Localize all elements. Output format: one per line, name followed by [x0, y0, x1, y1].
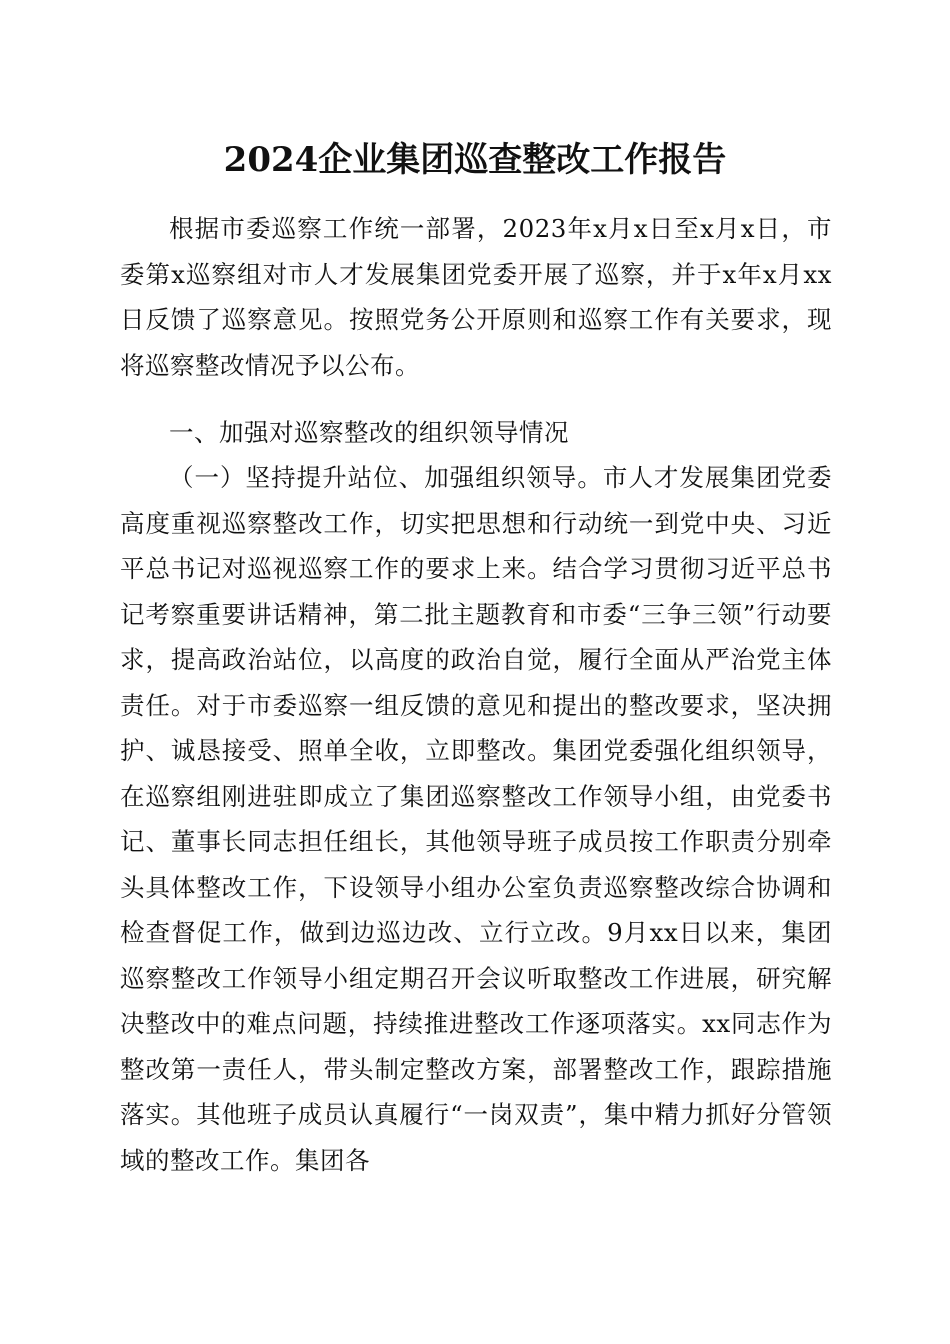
subsection-body: 市人才发展集团党委高度重视巡察整改工作，切实把思想和行动统一到党中央、习近平总书记对巡视巡察工作的要求上来。结合学习贯彻习近平总书记考察重要讲话精神，第二批主题教育和市委“三争三领”行动要求，提高政治站位，以高度的政治自觉，履行全面从严治党主体责任。对于市委巡察一组反馈的意见和提出的整改要求，坚决拥护、诚恳接受、照单全收，立即整改。集团党委强化组织领导，在巡察组刚进驻即成立了集团巡察整改工作领导小组，由党委书记、董事长同志担任组长，其他领导班子成员按工作职责分别牵头具体整改工作，下设领导小组办公室负责巡察整改综合协调和检查督促工作，做到边巡边改、立行立改。9月xx日以来，集团巡察整改工作领导小组定期召开会议听取整改工作进展，研究解决整改中的难点问题，持续推进整改工作逐项落实。xx同志作为整改第一责任人，带头制定整改方案，部署整改工作，跟踪措施落实。其他班子成员认真履行“一岗双责”，集中精力抓好分管领域的整改工作。集团各: [120, 463, 833, 1175]
document-title: 2024企业集团巡查整改工作报告: [223, 140, 727, 180]
subsection-paragraph: [120, 455, 832, 1183]
subsection-heading: （一）坚持提升站位、加强组织领导。: [169, 463, 603, 492]
section-heading: 一、加强对巡察整改的组织领导情况: [169, 418, 569, 447]
intro-paragraph: 根据市委巡察工作统一部署，2023年x月x日至x月x日，市委第x巡察组对市人才发展集团党委开展了巡察，并于x年x月xx日反馈了巡察意见。按照党务公开原则和巡察工作有关要求，现将巡察整改情况予以公布。: [120, 214, 832, 380]
